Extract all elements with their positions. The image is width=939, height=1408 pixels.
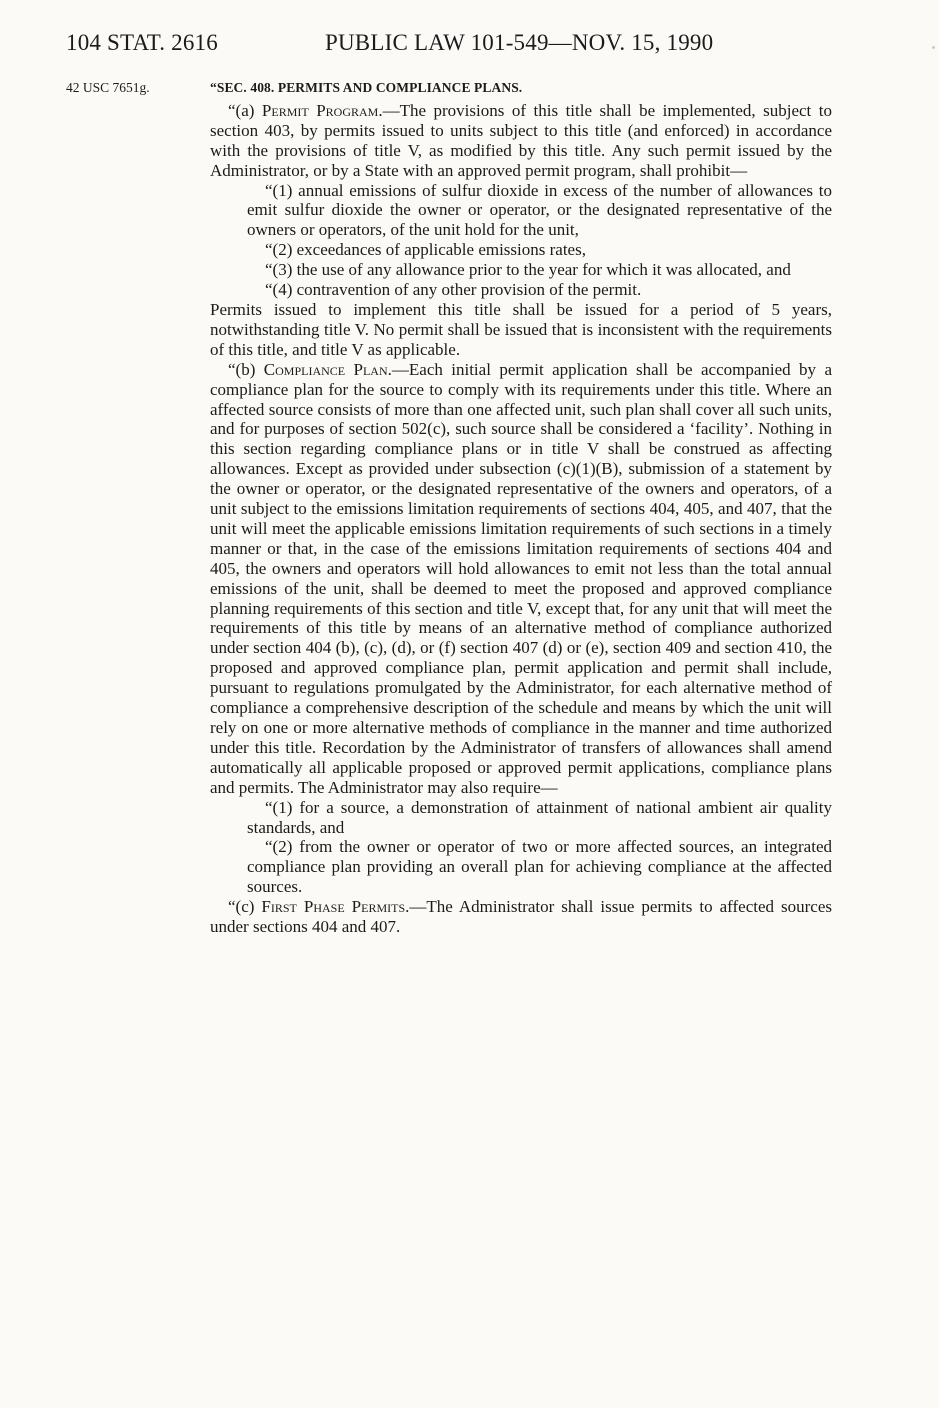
subsection-a-text: .—The provisions of this title shall be implemented, subject to section 403, by permits issued to units subject to this title (and enforced) in accordance with the provisions of title V, as modified by this title. Any such permit issued by the Administrator, or by a State with an approved permit program, shall prohibit—: [210, 100, 833, 180]
scan-speck: [932, 46, 935, 49]
section-heading: “SEC. 408. PERMITS AND COMPLIANCE PLANS.: [210, 80, 523, 95]
statute-body: [210, 78, 832, 937]
subsection-a-heading: Permit Program: [261, 100, 379, 120]
subsection-c-heading: First Phase Permits: [261, 897, 406, 917]
a-item-3: “(3) the use of any allowance prior to the year for which it was allocated, and: [265, 260, 791, 280]
subsection-b-text: .—Each initial permit application shall be accompanied by a compliance plan for the source to comply with its requirements under this title. Where an affected source consists of more than one affected unit, such plan shall cover all such units, and for purposes of section 502(c), such source shall be considered a ‘facility’. Nothing in this section regarding compliance plans or in title V shall be construed as affecting allowances. Except as provided under subsection (c)(1)(B), submission of a statement by the owner or operator, or the designated representative of the owners and operators, of a unit subject to the emissions limitation requirements of sections 404, 405, and 407, that the unit will meet the applicable emissions limitation requirements of such sections in a timely manner or that, in the case of the emissions limitation requirements of sections 404 and 405, the owners and operators will hold allowances to emit not less than the total annual emissions of the unit, shall be deemed to meet the proposed and approved compliance planning requirements of this section and title V, except that, for any unit that will meet the requirements of this title by means of an alternative method of compliance authorized under section 404 (b), (c), (d), or (f) section 407 (d) or (e), section 409 and section 410, the proposed and approved compliance plan, permit application and permit shall include, pursuant to regulations promulgated by the Administrator, for each alternative method of compliance a comprehensive description of the schedule and means by which the unit will rely on one or more alternative methods of compliance in the manner and time authorized under this title. Recordation by the Administrator of transfers of allowances shall amend automatically all applicable proposed or approved permit applications, compliance plans and permits. The Administrator may also require—: [210, 359, 832, 797]
a-item-1: “(1) annual emissions of sulfur dioxide in excess of the number of allowances to emit sulfur dioxide the owner or operator, or the designated representative of the owners or operators, of the unit hold for the unit,: [247, 180, 832, 240]
b-item-2: “(2) from the owner or operator of two or more affected sources, an integrated compliance plan providing an overall plan for achieving compliance at the affected sources.: [247, 837, 832, 897]
stat-citation: 104 STAT. 2616: [66, 30, 218, 55]
subsection-a-closing: Permits issued to implement this title shall be issued for a period of 5 years, notwithstanding title V. No permit shall be issued that is inconsistent with the requirements of this title, and title V as applicable.: [210, 299, 832, 359]
public-law-header: PUBLIC LAW 101-549—NOV. 15, 1990: [325, 30, 714, 55]
b-item-1: “(1) for a source, a demonstration of attainment of national ambient air quality standards, and: [247, 797, 832, 837]
a-item-4: “(4) contravention of any other provision of the permit.: [265, 280, 642, 300]
usc-margin-note: 42 USC 7651g.: [66, 80, 150, 95]
subsection-c-open: “(c): [228, 897, 262, 917]
subsection-a-open: “(a): [228, 100, 262, 120]
subsection-b-open: “(b): [228, 359, 264, 379]
subsection-c-text: .—The Administrator shall issue permits to affected sources under sections 404 and 407.: [210, 897, 832, 937]
subsection-c: [210, 897, 832, 937]
subsection-b-heading: Compliance Plan: [263, 359, 388, 379]
a-item-2: “(2) exceedances of applicable emissions rates,: [265, 240, 586, 260]
subsection-a: [210, 101, 832, 181]
subsection-b: [210, 360, 832, 798]
